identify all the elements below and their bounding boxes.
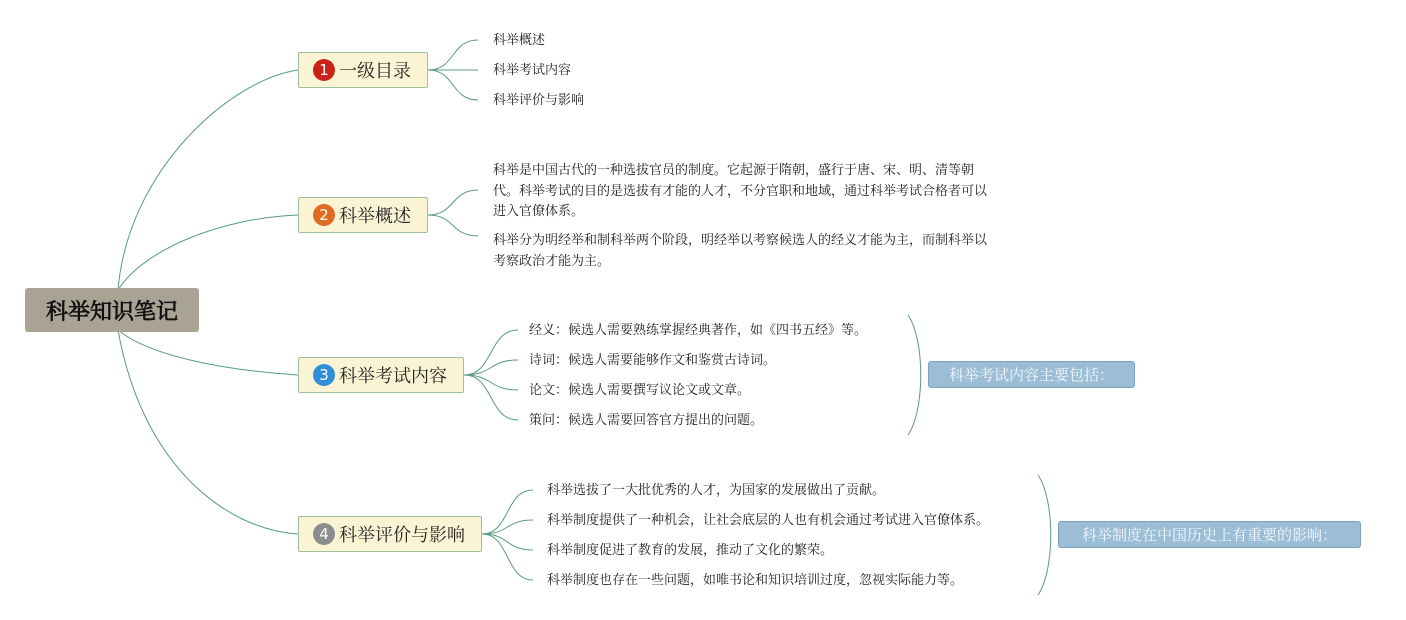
branch-4-leaf-2-line	[482, 520, 533, 534]
branch-4-item-3[interactable]: 科举制度促进了教育的发展，推动了文化的繁荣。	[547, 543, 834, 558]
branch-1-topic[interactable]	[298, 52, 428, 88]
branch-2-leaf-2-line	[428, 215, 478, 236]
branch-3-item-1[interactable]: 经义：候选人需要熟练掌握经典著作，如《四书五经》等。	[529, 323, 868, 338]
branch-2-item-2[interactable]: 科举分为明经举和制科举两个阶段，明经举以考察候选人的经义才能为主，而制科举以考察政治才能为主。	[493, 233, 988, 269]
branch-3-leaf-1-line	[464, 330, 518, 375]
branch-3-leaf-2-line	[464, 360, 518, 375]
root-to-branch-4-line	[118, 330, 298, 534]
branch-4-item-2[interactable]: 科举制度提供了一种机会，让社会底层的人也有机会通过考试进入官僚体系。	[547, 513, 990, 528]
branch-2-label: 科举概述	[339, 206, 411, 227]
number-4-icon: 4	[313, 523, 335, 545]
branch-4-summary[interactable]: 科举制度在中国历史上有重要的影响：	[1058, 521, 1361, 548]
branch-2-topic[interactable]	[298, 197, 428, 233]
branch-3-item-3[interactable]: 论文：候选人需要撰写议论文或文章。	[529, 383, 751, 398]
branch-1-leaf-1-line	[428, 40, 478, 70]
branch-3-topic[interactable]	[298, 357, 464, 393]
branch-1-item-3[interactable]: 科举评价与影响	[493, 93, 585, 108]
branch-2-leaf-1-line	[428, 190, 478, 215]
root-to-branch-2-line	[118, 215, 298, 290]
branch-3-leaf-3-line	[464, 375, 518, 390]
root-to-branch-3-line	[118, 330, 298, 375]
branch-1-label: 一级目录	[339, 61, 411, 82]
branch-4-summary-brace	[1038, 475, 1051, 595]
branch-3-item-2[interactable]: 诗词：候选人需要能够作文和鉴赏古诗词。	[529, 353, 777, 368]
branch-4-item-4[interactable]: 科举制度也存在一些问题，如唯书论和知识培训过度，忽视实际能力等。	[547, 573, 964, 588]
branch-1-item-2[interactable]: 科举考试内容	[493, 63, 572, 78]
branch-4-label: 科举评价与影响	[339, 525, 465, 546]
number-2-icon: 2	[313, 204, 335, 226]
branch-2-item-1[interactable]: 科举是中国古代的一种选拔官员的制度。它起源于隋朝，盛行于唐、宋、明、清等朝代。科举考试的目的是选拔有才能的人才，不分官职和地域，通过科举考试合格者可以进入官僚体系。	[493, 163, 988, 219]
branch-4-topic[interactable]	[298, 516, 482, 552]
branch-3-leaf-4-line	[464, 375, 518, 420]
branch-3-item-4[interactable]: 策问：候选人需要回答官方提出的问题。	[529, 413, 764, 428]
branch-4-leaf-4-line	[482, 534, 533, 580]
branch-3-summary-brace	[908, 315, 921, 435]
number-3-icon: 3	[313, 364, 335, 386]
branch-3-label: 科举考试内容	[339, 366, 447, 387]
branch-1-leaf-3-line	[428, 70, 478, 100]
branch-4-leaf-3-line	[482, 534, 533, 550]
branch-4-item-1[interactable]: 科举选拔了一大批优秀的人才，为国家的发展做出了贡献。	[547, 483, 886, 498]
root-topic[interactable]: 科举知识笔记	[25, 288, 199, 332]
number-1-icon: 1	[313, 59, 335, 81]
branch-1-item-1[interactable]: 科举概述	[493, 33, 546, 48]
branch-3-summary[interactable]: 科举考试内容主要包括：	[928, 361, 1135, 388]
root-to-branch-1-line	[118, 70, 298, 290]
